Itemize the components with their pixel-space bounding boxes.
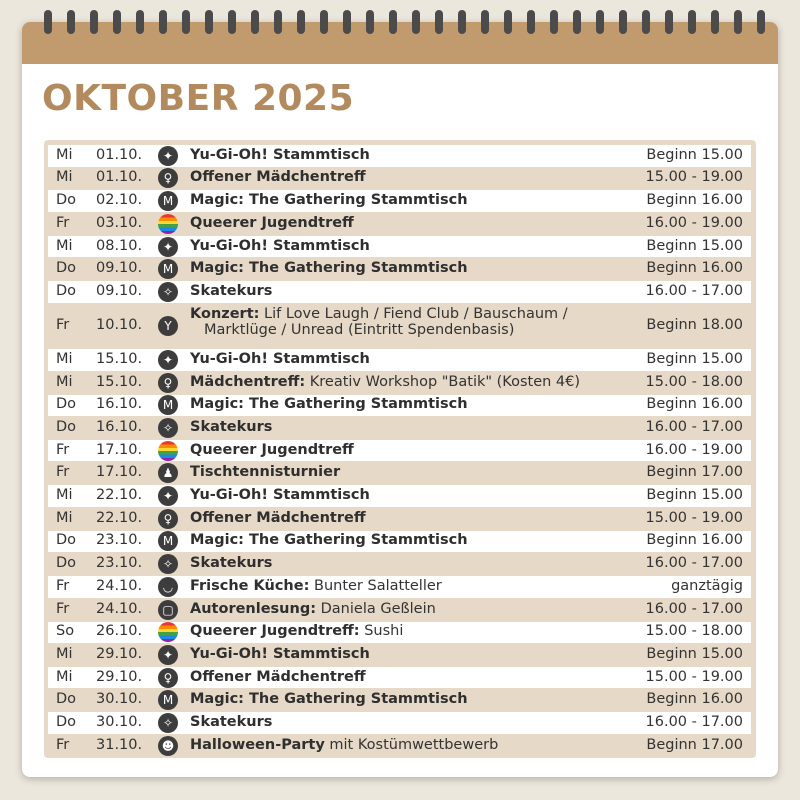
event-date: 30.10. <box>96 691 143 708</box>
binder-ring <box>389 10 397 34</box>
event-weekday: Do <box>56 396 77 413</box>
event-date: 17.10. <box>96 464 143 481</box>
event-title: Tischtennisturnier <box>190 464 341 481</box>
event-date: 10.10. <box>96 316 143 333</box>
event-description <box>190 532 630 548</box>
table-row <box>48 372 751 394</box>
event-time: Beginn 15.00 <box>646 237 743 254</box>
event-weekday: Fr <box>56 577 70 594</box>
page-title: OKTOBER 2025 <box>42 78 355 119</box>
event-description <box>190 601 630 617</box>
table-row <box>48 213 751 235</box>
event-description <box>190 691 630 707</box>
binder-ring <box>205 10 213 34</box>
event-title: Halloween-Party <box>190 736 325 753</box>
event-date: 09.10. <box>96 282 143 299</box>
event-description <box>190 169 630 185</box>
yugioh-icon: ✦ <box>158 645 178 665</box>
binder-ring <box>688 10 696 34</box>
skate-icon: ✧ <box>158 418 178 438</box>
binder-ring <box>757 10 765 34</box>
event-time: 16.00 - 17.00 <box>645 418 743 435</box>
event-date: 29.10. <box>96 645 143 662</box>
event-time: Beginn 15.00 <box>646 350 743 367</box>
skate-icon: ✧ <box>158 713 178 733</box>
event-date: 17.10. <box>96 441 143 458</box>
event-weekday: Do <box>56 192 77 209</box>
table-row <box>48 508 751 530</box>
event-weekday: Do <box>56 555 77 572</box>
event-weekday: Do <box>56 532 77 549</box>
binder-ring <box>734 10 742 34</box>
event-detail: Daniela Geßlein <box>320 600 436 617</box>
event-title: Mädchentreff: <box>190 373 306 390</box>
event-date: 15.10. <box>96 373 143 390</box>
binder-ring <box>527 10 535 34</box>
skate-icon: ✧ <box>158 282 178 302</box>
event-time: Beginn 17.00 <box>646 736 743 753</box>
event-title: Skatekurs <box>190 555 273 572</box>
binder-ring <box>366 10 374 34</box>
magic-icon: M <box>158 690 178 710</box>
pumpkin-icon: ☻ <box>158 736 178 756</box>
binder-ring <box>44 10 52 34</box>
table-row <box>48 440 751 462</box>
event-description <box>190 487 630 503</box>
event-title: Skatekurs <box>190 714 273 731</box>
event-description <box>190 510 630 526</box>
event-date: 23.10. <box>96 532 143 549</box>
event-title: Queerer Jugendtreff <box>190 441 354 458</box>
binder-ring <box>251 10 259 34</box>
binder-ring <box>481 10 489 34</box>
female-icon: ♀ <box>158 668 178 688</box>
table-row <box>48 304 751 348</box>
table-row <box>48 553 751 575</box>
event-time: Beginn 15.00 <box>646 487 743 504</box>
binder-ring <box>159 10 167 34</box>
event-date: 15.10. <box>96 350 143 367</box>
event-weekday: Mi <box>56 237 73 254</box>
table-row <box>48 395 751 417</box>
event-weekday: Do <box>56 282 77 299</box>
event-weekday: Do <box>56 691 77 708</box>
binder-ring <box>320 10 328 34</box>
event-date: 02.10. <box>96 192 143 209</box>
event-description <box>190 555 630 571</box>
event-weekday: Do <box>56 714 77 731</box>
event-detail: mit Kostümwettbewerb <box>329 736 499 753</box>
event-title: Offener Mädchentreff <box>190 668 366 685</box>
event-date: 16.10. <box>96 396 143 413</box>
event-description <box>190 464 630 480</box>
event-time: 15.00 - 19.00 <box>645 668 743 685</box>
binder-ring <box>412 10 420 34</box>
table-row <box>48 576 751 598</box>
event-time: 16.00 - 17.00 <box>645 600 743 617</box>
table-row <box>48 485 751 507</box>
event-title: Frische Küche: <box>190 577 310 594</box>
event-date: 24.10. <box>96 577 143 594</box>
event-weekday: Mi <box>56 668 73 685</box>
female-icon: ♀ <box>158 373 178 393</box>
event-time: 16.00 - 17.00 <box>645 555 743 572</box>
event-weekday: Mi <box>56 373 73 390</box>
rainbow-icon <box>158 622 178 642</box>
binder-ring <box>113 10 121 34</box>
table-row <box>48 417 751 439</box>
binder-ring <box>182 10 190 34</box>
event-time: 15.00 - 19.00 <box>645 509 743 526</box>
event-date: 16.10. <box>96 418 143 435</box>
event-detail-line2: Marktlüge / Unread (Eintritt Spendenbasis) <box>204 321 515 338</box>
event-title: Skatekurs <box>190 282 273 299</box>
table-row <box>48 236 751 258</box>
table-row <box>48 145 751 167</box>
event-title: Yu-Gi-Oh! Stammtisch <box>190 350 370 367</box>
event-date: 31.10. <box>96 736 143 753</box>
event-title: Magic: The Gathering Stammtisch <box>190 396 468 413</box>
skate-icon: ✧ <box>158 554 178 574</box>
table-row <box>48 712 751 734</box>
event-weekday: Fr <box>56 214 70 231</box>
book-icon: ▢ <box>158 600 178 620</box>
event-description <box>190 646 630 662</box>
binder-rings <box>22 10 778 40</box>
binder-ring <box>504 10 512 34</box>
binder-ring <box>435 10 443 34</box>
event-detail: Lif Love Laugh / Fiend Club / Bauschaum / <box>264 305 568 322</box>
event-title: Offener Mädchentreff <box>190 509 366 526</box>
event-title: Queerer Jugendtreff: <box>190 623 360 640</box>
event-description <box>190 351 630 367</box>
event-date: 03.10. <box>96 214 143 231</box>
table-row <box>48 259 751 281</box>
event-date: 01.10. <box>96 169 143 186</box>
event-title: Yu-Gi-Oh! Stammtisch <box>190 237 370 254</box>
binder-ring <box>136 10 144 34</box>
event-title: Queerer Jugendtreff <box>190 214 354 231</box>
event-description <box>190 419 630 435</box>
event-time: 16.00 - 19.00 <box>645 441 743 458</box>
event-time: Beginn 16.00 <box>646 192 743 209</box>
event-time: Beginn 16.00 <box>646 260 743 277</box>
table-row <box>48 622 751 644</box>
event-description <box>190 578 630 594</box>
event-time: 16.00 - 19.00 <box>645 214 743 231</box>
event-description <box>190 260 630 276</box>
event-title: Magic: The Gathering Stammtisch <box>190 192 468 209</box>
rainbow-icon <box>158 441 178 461</box>
event-time: 16.00 - 17.00 <box>645 282 743 299</box>
binder-ring <box>665 10 673 34</box>
magic-icon: M <box>158 531 178 551</box>
table-row <box>48 281 751 303</box>
table-row <box>48 690 751 712</box>
event-description <box>190 306 630 338</box>
event-date: 08.10. <box>96 237 143 254</box>
event-title: Magic: The Gathering Stammtisch <box>190 532 468 549</box>
event-title: Yu-Gi-Oh! Stammtisch <box>190 645 370 662</box>
event-weekday: Mi <box>56 146 73 163</box>
event-time: Beginn 16.00 <box>646 396 743 413</box>
event-date: 24.10. <box>96 600 143 617</box>
table-row <box>48 168 751 190</box>
event-weekday: Mi <box>56 169 73 186</box>
event-title: Konzert: <box>190 305 260 322</box>
table-row <box>48 463 751 485</box>
event-title: Magic: The Gathering Stammtisch <box>190 691 468 708</box>
event-date: 30.10. <box>96 714 143 731</box>
event-title: Offener Mädchentreff <box>190 169 366 186</box>
event-time: Beginn 18.00 <box>646 316 743 333</box>
event-weekday: Fr <box>56 464 70 481</box>
magic-icon: M <box>158 395 178 415</box>
binder-ring <box>550 10 558 34</box>
table-row <box>48 599 751 621</box>
event-detail: Kreativ Workshop "Batik" (Kosten 4€) <box>309 373 581 390</box>
event-date: 22.10. <box>96 487 143 504</box>
event-description <box>190 215 630 231</box>
concert-icon: Y <box>158 316 178 336</box>
yugioh-icon: ✦ <box>158 146 178 166</box>
event-date: 26.10. <box>96 623 143 640</box>
event-weekday: Fr <box>56 736 70 753</box>
binder-ring <box>297 10 305 34</box>
binder-ring <box>711 10 719 34</box>
event-description <box>190 238 630 254</box>
event-description <box>190 374 630 390</box>
event-title: Yu-Gi-Oh! Stammtisch <box>190 487 370 504</box>
binder-ring <box>642 10 650 34</box>
event-description <box>190 396 630 412</box>
event-date: 29.10. <box>96 668 143 685</box>
table-row <box>48 531 751 553</box>
event-title: Yu-Gi-Oh! Stammtisch <box>190 146 370 163</box>
event-weekday: Do <box>56 418 77 435</box>
event-weekday: Fr <box>56 441 70 458</box>
event-description <box>190 714 630 730</box>
event-time: 15.00 - 19.00 <box>645 169 743 186</box>
table-row <box>48 190 751 212</box>
table-row <box>48 667 751 689</box>
event-weekday: Mi <box>56 509 73 526</box>
female-icon: ♀ <box>158 168 178 188</box>
event-time: Beginn 16.00 <box>646 691 743 708</box>
event-weekday: Do <box>56 260 77 277</box>
event-date: 09.10. <box>96 260 143 277</box>
yugioh-icon: ✦ <box>158 486 178 506</box>
event-description <box>190 283 630 299</box>
event-description <box>190 737 630 753</box>
event-time: Beginn 16.00 <box>646 532 743 549</box>
table-row <box>48 644 751 666</box>
event-time: ganztägig <box>671 577 743 594</box>
event-weekday: So <box>56 623 75 640</box>
event-date: 01.10. <box>96 146 143 163</box>
event-weekday: Mi <box>56 350 73 367</box>
event-time: 15.00 - 18.00 <box>645 623 743 640</box>
binder-ring <box>90 10 98 34</box>
event-weekday: Mi <box>56 487 73 504</box>
event-title: Autorenlesung: <box>190 600 317 617</box>
table-row <box>48 349 751 371</box>
event-time: Beginn 15.00 <box>646 645 743 662</box>
binder-ring <box>573 10 581 34</box>
event-detail: Bunter Salatteller <box>314 577 442 594</box>
event-title: Magic: The Gathering Stammtisch <box>190 260 468 277</box>
binder-ring <box>619 10 627 34</box>
magic-icon: M <box>158 191 178 211</box>
binder-ring <box>458 10 466 34</box>
magic-icon: M <box>158 259 178 279</box>
binder-ring <box>67 10 75 34</box>
event-description <box>190 192 630 208</box>
event-description <box>190 669 630 685</box>
rainbow-icon <box>158 214 178 234</box>
bowl-icon: ◡ <box>158 577 178 597</box>
table-row <box>48 735 751 757</box>
event-time: 16.00 - 17.00 <box>645 714 743 731</box>
event-time: 15.00 - 18.00 <box>645 373 743 390</box>
event-weekday: Fr <box>56 316 70 333</box>
yugioh-icon: ✦ <box>158 237 178 257</box>
event-title: Skatekurs <box>190 418 273 435</box>
event-description <box>190 623 630 639</box>
yugioh-icon: ✦ <box>158 350 178 370</box>
event-time: Beginn 15.00 <box>646 146 743 163</box>
event-weekday: Mi <box>56 645 73 662</box>
table-tennis-icon: ♟ <box>158 463 178 483</box>
binder-ring <box>596 10 604 34</box>
event-date: 23.10. <box>96 555 143 572</box>
event-description <box>190 147 630 163</box>
binder-ring <box>228 10 236 34</box>
binder-ring <box>274 10 282 34</box>
event-detail: Sushi <box>364 623 404 640</box>
event-weekday: Fr <box>56 600 70 617</box>
binder-ring <box>343 10 351 34</box>
female-icon: ♀ <box>158 509 178 529</box>
event-date: 22.10. <box>96 509 143 526</box>
event-description <box>190 442 630 458</box>
event-time: Beginn 17.00 <box>646 464 743 481</box>
